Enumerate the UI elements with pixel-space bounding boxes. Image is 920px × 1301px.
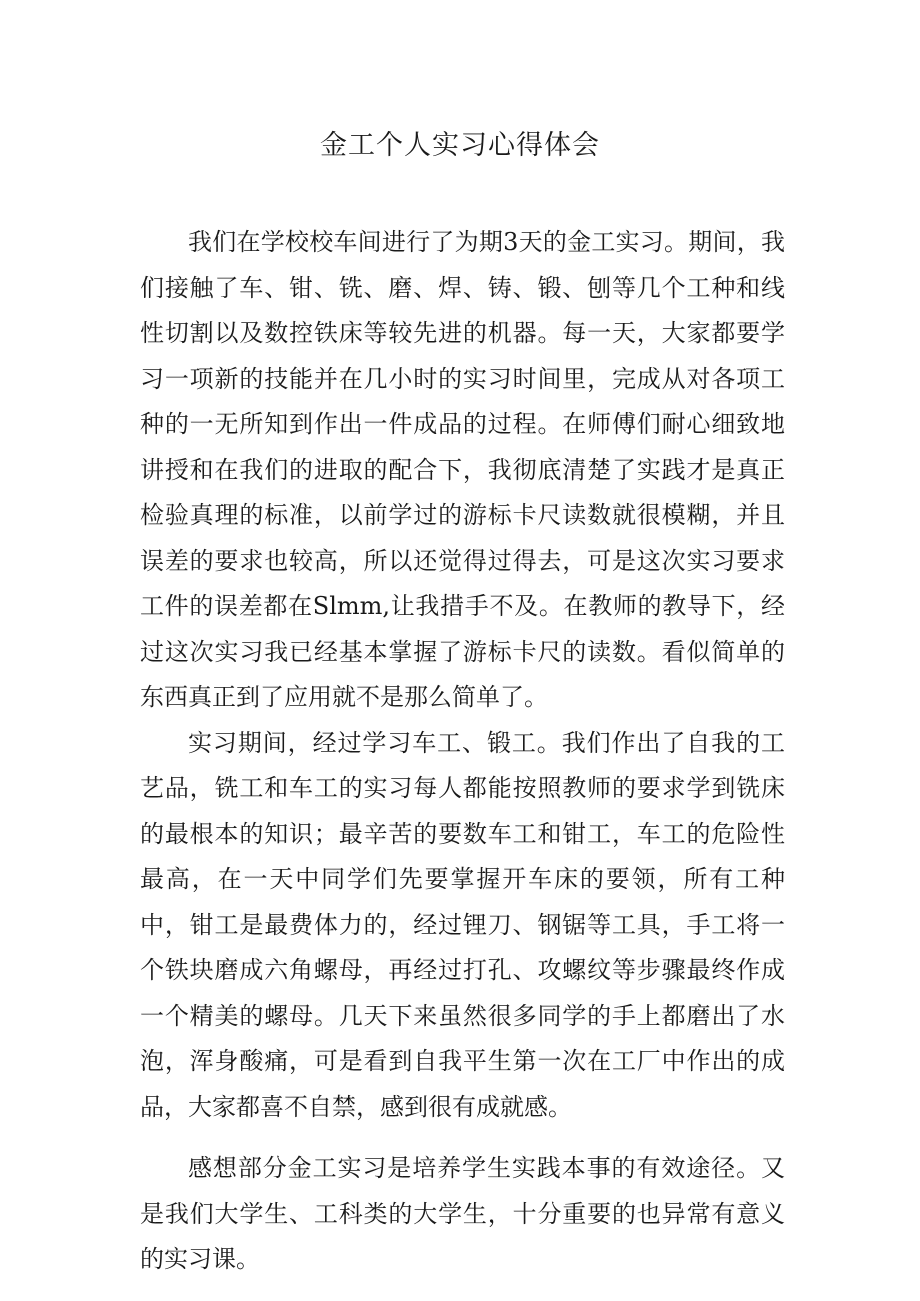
paragraph-3: 感想部分金工实习是培养学生实践本事的有效途径。又是我们大学生、工科类的大学生，十分重要的也异常有意义的实习课。	[140, 1154, 785, 1273]
paragraph-1: 我们在学校校车间进行了为期3天的金工实习。期间，我们接触了车、钳、铣、磨、焊、铸、锻、刨等几个工种和线性切割以及数控铁床等较先进的机器。每一天，大家都要学习一项新的技能并在几小时的实习时间里，完成从对各项工种的一无所知到作出一件成品的过程。在师傅们耐心细致地讲授和在我们的进取的配合下，我彻底清楚了实践才是真正检验真理的标准，以前学过的游标卡尺读数就很模糊，并且误差的要求也较高，所以还觉得过得去，可是这次实习要求工件的误差都在Slmm,让我措手不及。在教师的教导下，经过这次实习我已经基本掌握了游标卡尺的读数。看似简单的东西真正到了应用就不是那么简单了。	[140, 228, 785, 711]
paragraph-2: 实习期间，经过学习车工、锻工。我们作出了自我的工艺品，铣工和车工的实习每人都能按照教师的要求学到铣床的最根本的知识；最辛苦的要数车工和钳工，车工的危险性最高，在一天中同学们先要掌握开车床的要领，所有工种中，钳工是最费体力的，经过锂刀、钢锯等工具，手工将一个铁块磨成六角螺母，再经过打孔、攻螺纹等步骤最终作成一个精美的螺母。几天下来虽然很多同学的手上都磨出了水泡，浑身酸痛，可是看到自我平生第一次在工厂中作出的成品，大家都喜不自禁，感到很有成就感。	[140, 728, 785, 1121]
document-title: 金工个人实习心得体会	[320, 130, 600, 161]
document-body	[140, 220, 785, 1283]
